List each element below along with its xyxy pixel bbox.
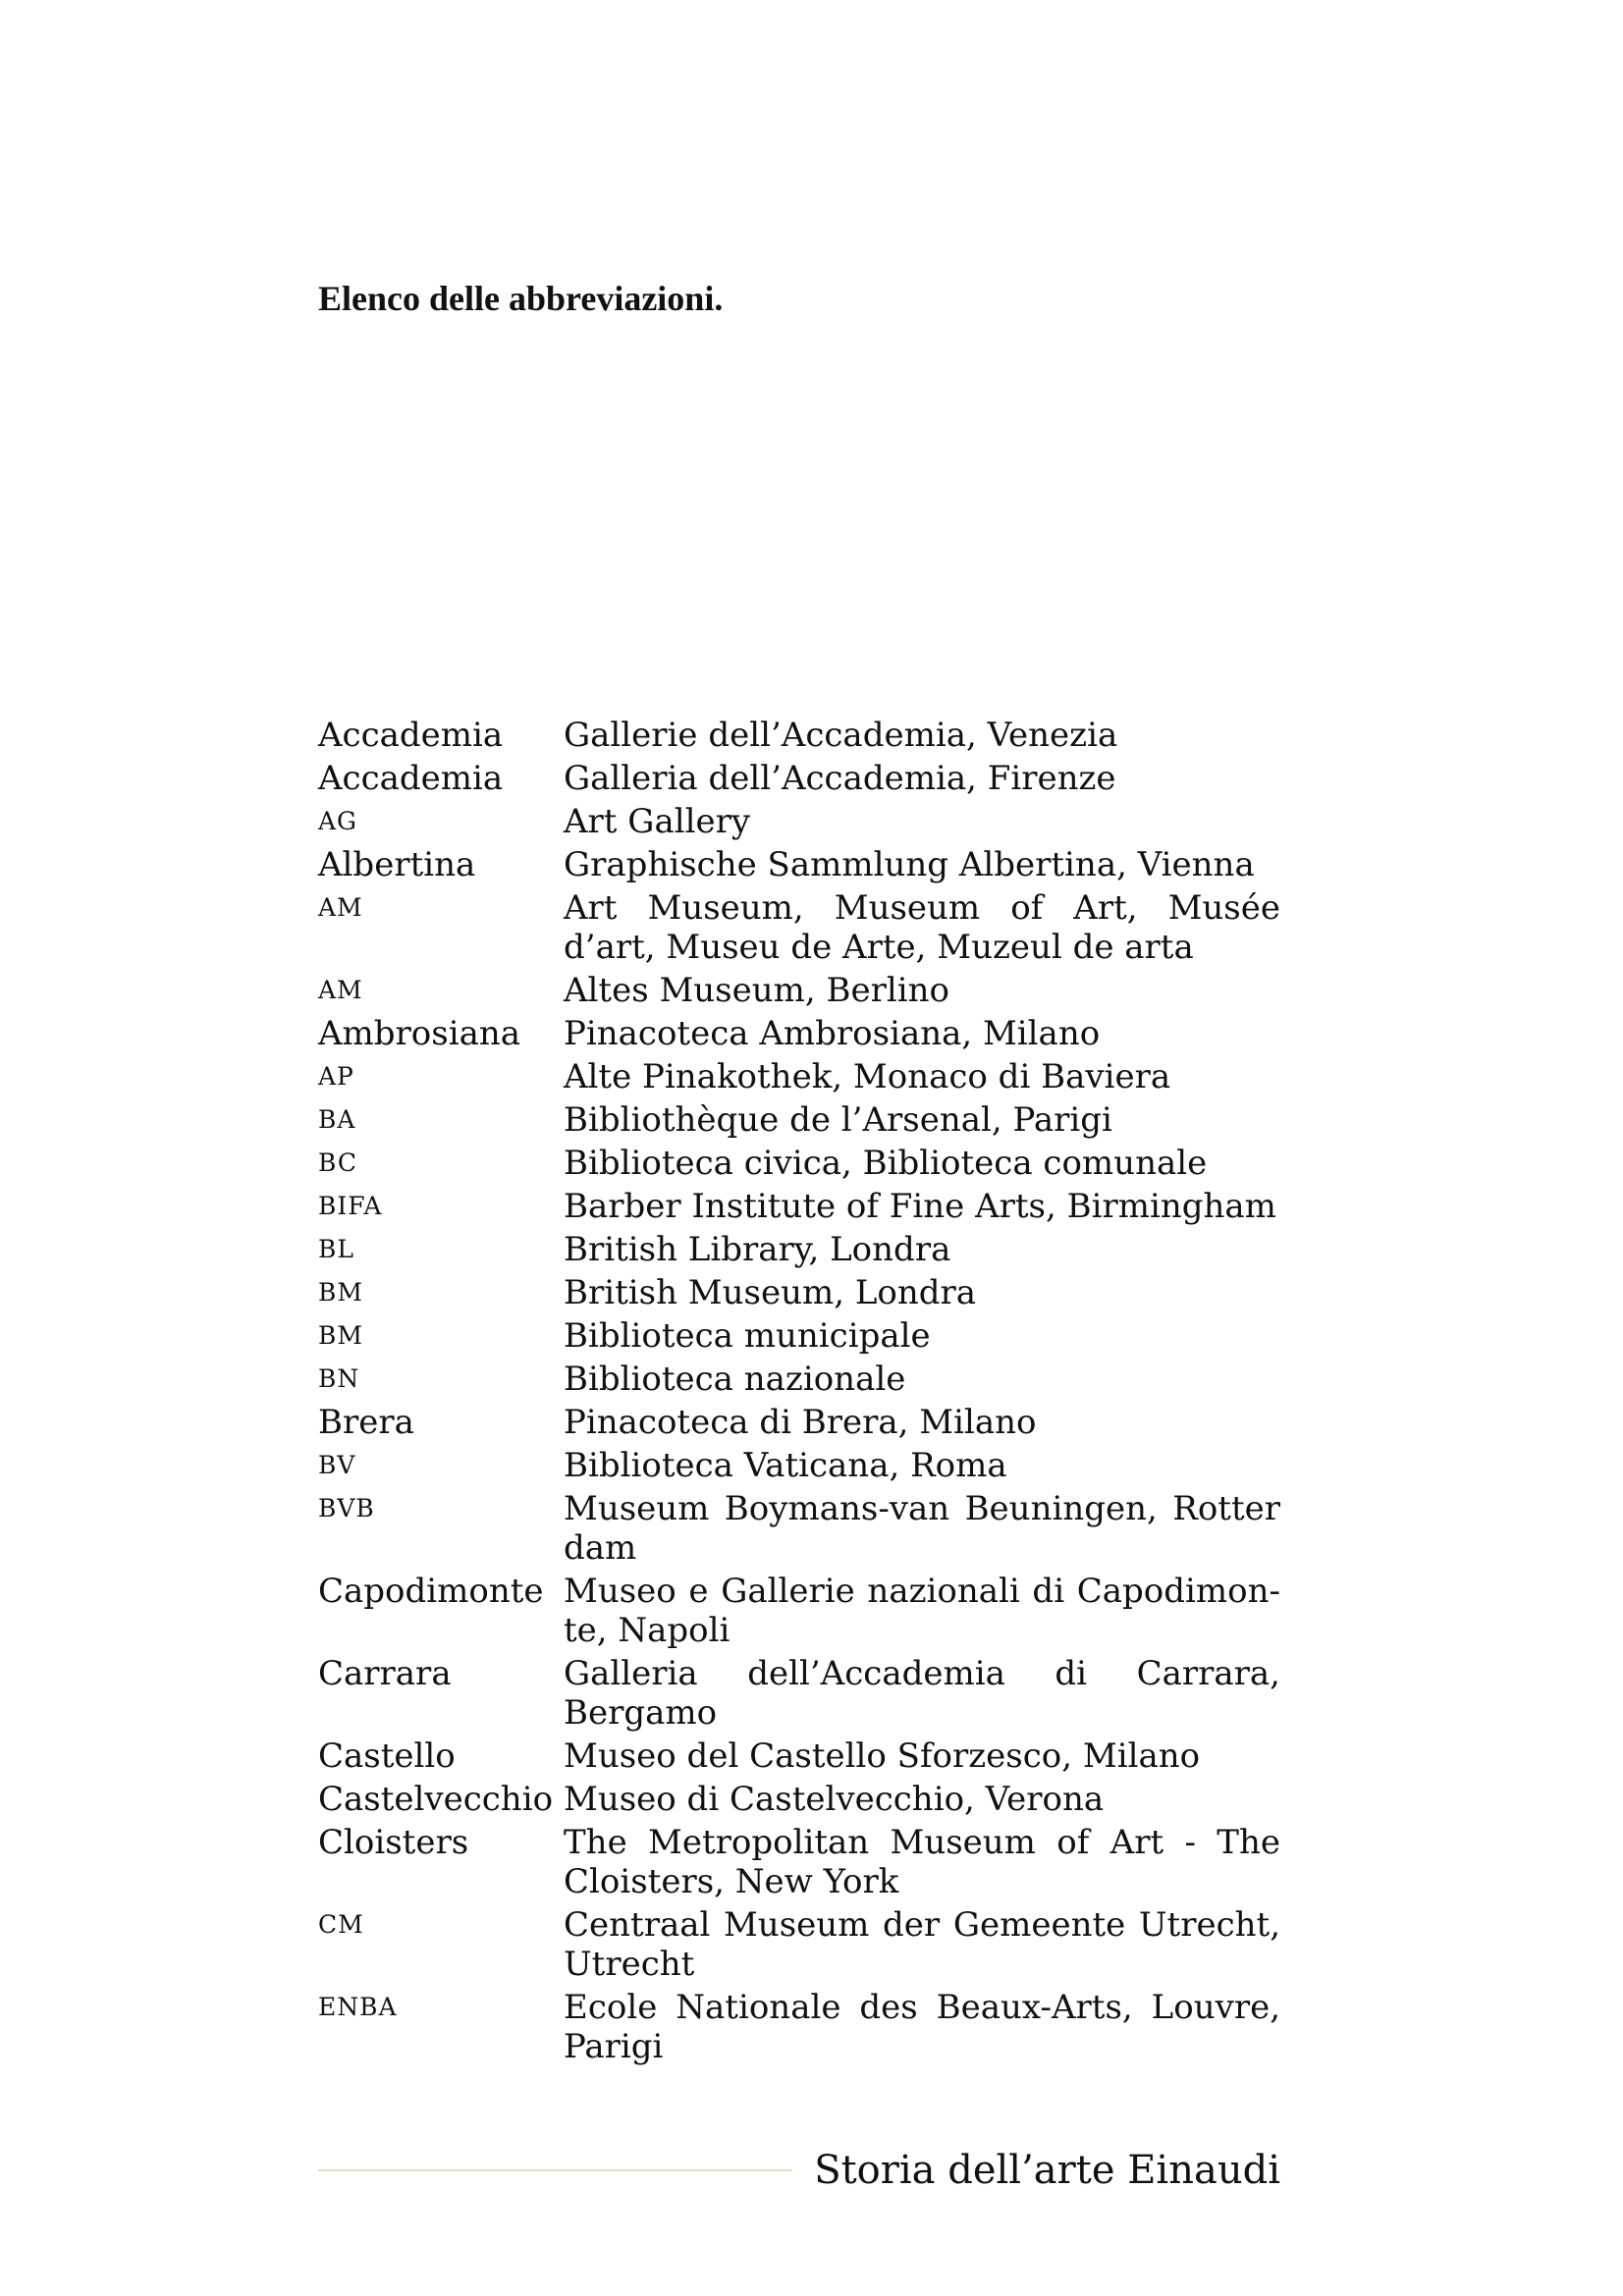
abbreviation-description: Museo e Gallerie nazionali di Capodimon-te, Napoli xyxy=(564,1572,1280,1650)
abbreviation-term: Brera xyxy=(318,1403,414,1442)
abbreviation-description: British Library, Londra xyxy=(564,1230,951,1269)
abbreviation-entry xyxy=(318,759,1280,798)
abbreviation-list xyxy=(318,716,1280,2066)
abbreviation-term: AM xyxy=(318,976,363,1004)
abbreviation-description: Ecole Nationale des Beaux-Arts, Louvre, Parigi xyxy=(564,1988,1280,2066)
abbreviation-description: Graphische Sammlung Albertina, Vienna xyxy=(564,845,1255,884)
abbreviation-entry xyxy=(318,1654,1280,1733)
abbreviation-term: Capodimonte xyxy=(318,1572,544,1611)
page-title: Elenco delle abbreviazioni. xyxy=(318,279,724,318)
abbreviation-entry xyxy=(318,1489,1280,1568)
abbreviation-term: BA xyxy=(318,1105,356,1134)
abbreviation-description: British Museum, Londra xyxy=(564,1273,977,1312)
abbreviation-entry xyxy=(318,1057,1280,1096)
abbreviation-description: Biblioteca municipale xyxy=(564,1316,931,1356)
abbreviation-term: AG xyxy=(318,807,358,835)
abbreviation-term: Carrara xyxy=(318,1654,452,1693)
footer-publisher-text: Storia dell’arte Einaudi xyxy=(814,2148,1280,2193)
abbreviation-term: Accademia xyxy=(318,716,504,755)
abbreviation-description: Altes Museum, Berlino xyxy=(564,971,949,1010)
abbreviation-description: Biblioteca civica, Biblioteca comunale xyxy=(564,1144,1208,1183)
abbreviation-description: Alte Pinakothek, Monaco di Baviera xyxy=(564,1057,1171,1096)
abbreviation-term: Albertina xyxy=(318,845,476,884)
abbreviation-description: Biblioteca Vaticana, Roma xyxy=(564,1446,1007,1485)
abbreviation-description: Galleria dell’Accademia di Carrara, Bergamo xyxy=(564,1654,1280,1733)
abbreviation-entry xyxy=(318,845,1280,884)
abbreviation-term: Castello xyxy=(318,1736,456,1776)
abbreviation-term: BC xyxy=(318,1148,357,1177)
abbreviation-term: CM xyxy=(318,1910,364,1939)
abbreviation-entry xyxy=(318,888,1280,967)
abbreviation-entry xyxy=(318,1905,1280,1984)
abbreviation-description: Gallerie dell’Accademia, Venezia xyxy=(564,716,1118,755)
abbreviation-entry xyxy=(318,1446,1280,1485)
abbreviation-entry xyxy=(318,1360,1280,1399)
abbreviation-term: Cloisters xyxy=(318,1823,469,1862)
abbreviation-description: Bibliothèque de l’Arsenal, Parigi xyxy=(564,1100,1112,1140)
abbreviation-description: Art Gallery xyxy=(564,802,751,841)
abbreviation-description: The Metropolitan Museum of Art - The Cloisters, New York xyxy=(564,1823,1280,1901)
abbreviation-entry xyxy=(318,716,1280,755)
footer-rule xyxy=(318,2169,792,2171)
abbreviation-term: BM xyxy=(318,1278,363,1307)
abbreviation-description: Pinacoteca Ambrosiana, Milano xyxy=(564,1014,1101,1053)
abbreviation-description: Barber Institute of Fine Arts, Birmingham xyxy=(564,1187,1276,1226)
abbreviation-term: BN xyxy=(318,1364,360,1393)
abbreviation-term: Accademia xyxy=(318,759,504,798)
abbreviation-entry xyxy=(318,1403,1280,1442)
abbreviation-term: BM xyxy=(318,1321,363,1350)
abbreviation-term: Castelvecchio xyxy=(318,1780,554,1819)
abbreviation-entry xyxy=(318,971,1280,1010)
abbreviation-term: AP xyxy=(318,1062,354,1091)
abbreviation-description: Pinacoteca di Brera, Milano xyxy=(564,1403,1037,1442)
abbreviation-entry xyxy=(318,1736,1280,1776)
abbreviation-description: Museum Boymans-van Beuningen, Rotter dam xyxy=(564,1489,1280,1568)
abbreviation-term: BIFA xyxy=(318,1192,383,1220)
abbreviation-term: AM xyxy=(318,893,363,922)
abbreviation-entry xyxy=(318,1316,1280,1356)
abbreviation-entry xyxy=(318,1823,1280,1901)
abbreviation-term: ENBA xyxy=(318,1993,398,2021)
abbreviation-term: BV xyxy=(318,1451,356,1479)
abbreviation-description: Museo di Castelvecchio, Verona xyxy=(564,1780,1105,1819)
abbreviation-term: BL xyxy=(318,1235,354,1263)
abbreviation-entry xyxy=(318,1780,1280,1819)
abbreviation-description: Galleria dell’Accademia, Firenze xyxy=(564,759,1116,798)
abbreviation-entry xyxy=(318,1144,1280,1183)
abbreviation-description: Museo del Castello Sforzesco, Milano xyxy=(564,1736,1201,1776)
abbreviation-entry xyxy=(318,1572,1280,1650)
abbreviation-term: BVB xyxy=(318,1494,375,1522)
abbreviation-entry xyxy=(318,1273,1280,1312)
abbreviation-entry xyxy=(318,1014,1280,1053)
abbreviation-entry xyxy=(318,1187,1280,1226)
abbreviation-description: Centraal Museum der Gemeente Utrecht, Utrecht xyxy=(564,1905,1280,1984)
abbreviation-entry xyxy=(318,802,1280,841)
abbreviation-entry xyxy=(318,1230,1280,1269)
abbreviation-description: Biblioteca nazionale xyxy=(564,1360,906,1399)
abbreviation-description: Art Museum, Museum of Art, Musée d’art, Museu de Arte, Muzeul de arta xyxy=(564,888,1280,967)
abbreviation-entry xyxy=(318,1100,1280,1140)
page-footer xyxy=(318,2145,1280,2196)
abbreviation-entry xyxy=(318,1988,1280,2066)
abbreviation-term: Ambrosiana xyxy=(318,1014,521,1053)
